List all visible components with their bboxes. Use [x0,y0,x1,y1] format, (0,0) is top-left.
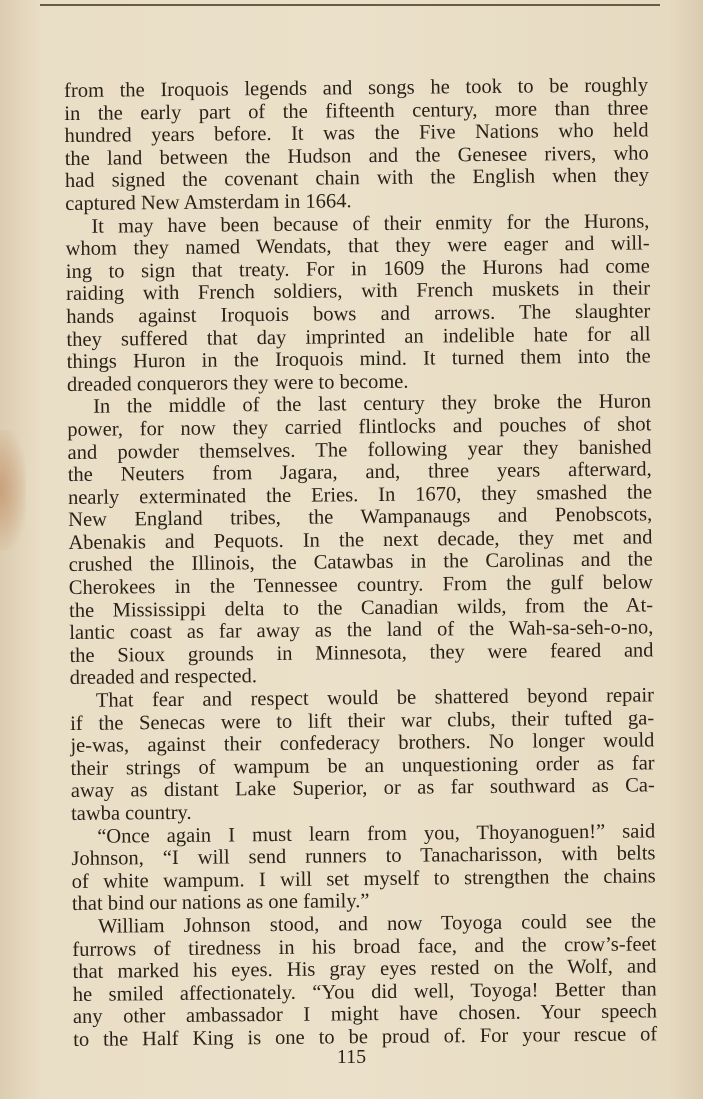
text-line: things Huron in the Iroquois mind. It turned them into the [66,345,651,374]
text-line: from the Iroquois legends and songs he took to be roughly [64,74,649,102]
text-line: had signed the covenant chain with the English when they [64,164,650,193]
text-line: dreaded and respected. [69,665,258,690]
text-line: Abenakis and Pequots. In the next decade, they met and [68,526,653,554]
text-line: whom they named Wendats, that they were eager and will- [65,232,650,261]
text-line: It may have been because of their enmity for the Hurons, [91,209,650,238]
text-line: if the Senecas were to lift their war clubs, their tufted ga- [70,706,655,735]
top-rule [40,4,660,6]
text-line: away as distant Lake Superior, or as far southward as Ca- [70,774,655,803]
text-line: and powder themselves. The following year they banished [67,435,652,464]
text-line: Cherokees in the Tennessee country. From the gulf below [68,571,653,600]
page-stain [0,430,26,550]
text-line: William Johnson stood, and now Toyoga could see the [98,910,657,938]
text-line: crushed the Illinois, the Catawbas in the Carolinas and the [68,548,653,577]
text-line: captured New Amsterdam in 1664. [65,190,352,215]
text-line: raiding with French soldiers, with French muskets in their [65,277,651,306]
text-line: ing to sign that treaty. For in 1609 the Hurons had come [65,255,650,283]
text-line: their strings of wampum be an unquestioning order as far [70,752,655,780]
text-line: In the middle of the last century they broke the Huron [93,390,652,419]
text-line: je-was, against their confederacy brothers. No longer would [70,729,655,758]
text-line: furrows of tiredness in his broad face, and the crow’s-feet [72,932,657,961]
text-line: the land between the Hudson and the Genesee rivers, who [64,142,649,170]
text-line: tawba country. [70,801,192,825]
text-line: That fear and respect would be shattered beyond repair [95,684,655,712]
text-line: that marked his eyes. His gray eyes rested on the Wolf, and [72,955,657,984]
page-number: 115 [336,1046,367,1068]
text-line: they suffered that day imprinted an indelible hate for all [66,322,651,351]
body-text [64,74,657,1051]
text-line: the Sioux grounds in Minnesota, they were feared and [69,639,654,667]
text-line: “Once again I must learn from you, Thoyanoguen!” said [97,819,656,848]
text-line: in the early part of the fifteenth century, more than three [64,96,649,125]
text-line: nearly exterminated the Eries. In 1670, they smashed the [67,481,653,509]
text-line: hundred years before. It was the Five Nations who held [64,119,649,148]
text-line: New England tribes, the Wampanaugs and Penobscots, [68,503,653,532]
text-line: lantic coast as far away as the land of the Wah-sa-seh-o-no, [69,616,654,645]
text-line: he smiled affectionately. “You did well, Toyoga! Better than [72,978,657,1006]
text-line: dreaded conquerors they were to become. [66,370,409,396]
text-line: to the Half King is one to be proud of. For your rescue of [73,1023,658,1051]
text-line: that bind our nations as one family.” [71,890,370,916]
text-line: Johnson, “I will send runners to Tanacharisson, with belts [71,842,656,871]
text-line: hands against Iroquois bows and arrows. The slaughter [66,300,651,328]
text-line: any other ambassador I might have chosen. Your speech [72,1000,658,1029]
text-line: the Mississippi delta to the Canadian wilds, from the At- [68,594,654,622]
text-line: power, for now they carried flintlocks and pouches of shot [67,413,652,441]
text-line: the Neuters from Jagara, and, three years afterward, [67,458,652,487]
text-line: of white wampum. I will set myself to strengthen the chains [71,865,656,893]
